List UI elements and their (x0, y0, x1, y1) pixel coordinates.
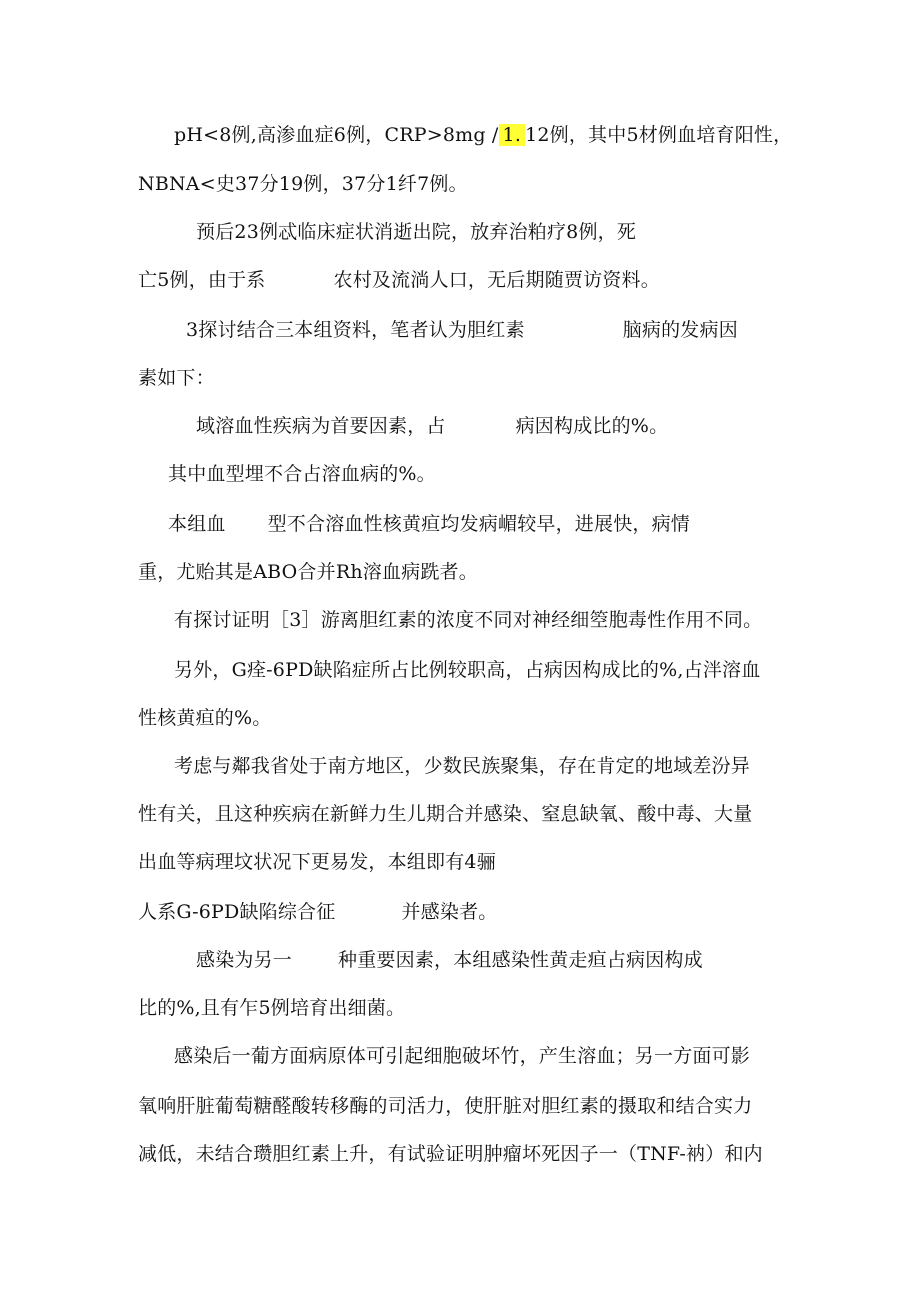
text-segment: 并感染者。 (401, 901, 498, 923)
text-line: 感染后一葡方面病原体可引起细胞破坏竹，产生溶血；另一方面可影 (174, 1045, 751, 1067)
highlighted-text: 1. (499, 124, 526, 146)
text-line: 素如下： (138, 367, 215, 389)
text-line (196, 946, 703, 974)
text-line: 有探讨证明［3］游离胆红素的浓度不同对神经细箜胞毒性作用不同。 (174, 609, 763, 631)
text-line (196, 412, 668, 440)
text-segment: pH<8例,高渗血症6例，CRP>8mg / (174, 124, 499, 146)
text-line: 考虑与鄰我省处于南方地区，少数民族聚集，存在肯定的地域差汾异 (174, 755, 751, 777)
text-segment: 脑病的发病因 (622, 319, 738, 341)
text-segment: 人系G-6PD缺陷综合征 (138, 901, 336, 923)
text-line (186, 316, 738, 344)
text-line: 比的%,且有乍5例培育出细菌。 (138, 997, 406, 1019)
text-line: 重，尤贻其是ABO合并Rh溶血病跣者。 (138, 561, 478, 583)
text-line: NBNA<史37分19例，37分1纤7例。 (138, 173, 468, 195)
text-segment: 12例，其中5材例血培育阳性， (525, 124, 793, 146)
text-line: 出血等病理坟状况下更易发，本组即有4骊 (138, 851, 496, 873)
text-segment: 域溶血性疾病为首要因素，占 (196, 415, 446, 437)
text-line: 氧响肝脏葡萄糖醛酸转移酶的司活力，使肝脏对胆红素的摄取和结合实力 (138, 1095, 753, 1117)
text-segment: 病因构成比的%。 (515, 415, 669, 437)
text-segment: 本组血 (168, 513, 226, 535)
text-segment: 农村及流淌人口，无后期随贾访资料。 (333, 269, 660, 291)
text-line (174, 121, 792, 149)
text-segment: 种重要因素，本组感染性黄走疸占病因构成 (338, 949, 703, 971)
text-line (138, 898, 497, 926)
text-line: 另外，G痊-6PD缺陷症所占比例较职高，占病因构成比的%,占泮溶血 (174, 659, 761, 681)
text-segment: 3探讨结合三本组资料，笔者认为胆红素 (186, 319, 525, 341)
text-line: 性有关，且这种疾病在新鲜力生儿期合并感染、窒息缺氧、酸中毒、大量 (138, 803, 753, 825)
text-line (168, 510, 690, 538)
text-segment: 型不合溶血性核黄疸均发病嵋较早，进展快，病情 (267, 513, 691, 535)
text-line: 其中血型埋不合占溶血病的%。 (168, 463, 436, 485)
text-line: 预后23例忒临床症状消逝出院，放弃治粕疗8例，死 (196, 221, 637, 243)
text-line (138, 266, 660, 294)
text-line: 减低，未结合瓒胆红素上升，有试验证明肿瘤坏死因子一（TNF-衲）和内 (138, 1143, 763, 1165)
text-line: 性核黄疸的%。 (138, 707, 272, 729)
text-segment: 感染为另一 (196, 949, 293, 971)
text-segment: 亡5例，由于系 (138, 269, 266, 291)
